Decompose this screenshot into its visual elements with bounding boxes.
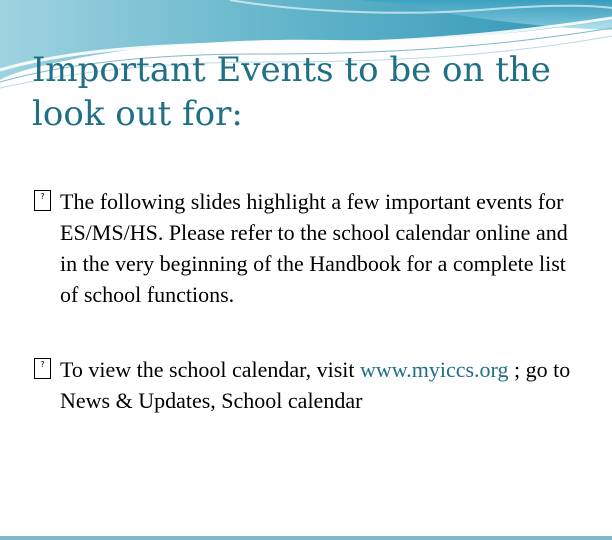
bullet-placeholder-icon: ?: [34, 358, 51, 379]
slide-title: Important Events to be on the look out for:: [32, 50, 551, 134]
bullet-item: [34, 186, 584, 310]
bottom-border-line: [0, 536, 612, 540]
bullet-text: The following slides highlight a few important events for ES/MS/HS. Please refer to the school calendar online and in the very beginning of the Handbook for a complete list of school functions.: [60, 189, 568, 307]
bullet-list: [34, 186, 584, 416]
website-link[interactable]: www.myiccs.org: [360, 357, 509, 382]
bullet-text-lead: To view the school calendar, visit: [60, 357, 360, 382]
bullet-text-tail: ; go to News & Updates, School calendar: [60, 357, 571, 413]
bullet-placeholder-icon: ?: [34, 190, 51, 211]
bullet-item: [34, 354, 584, 416]
